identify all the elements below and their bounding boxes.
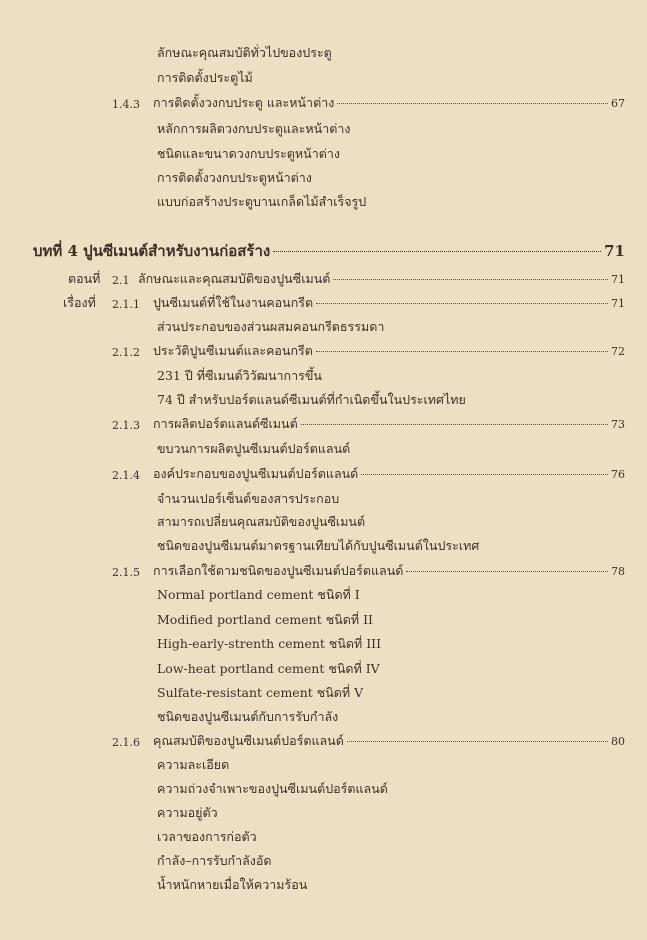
toc-subitem: High-early-strenth cement ชนิดที่ III	[157, 636, 382, 651]
dot-leader	[273, 251, 601, 252]
toc-subitem: 231 ปี ที่ซีเมนต์วิวัฒนาการขึ้น	[157, 368, 322, 383]
toc-subitem: ความถ่วงจำเพาะของปูนซีเมนต์ปอร์ตแลนด์	[157, 781, 388, 796]
toc-entry-2-1-3	[153, 416, 625, 433]
section-number: 2.1	[112, 274, 130, 287]
toc-subitem: การติดตั้งวงกบประตูหน้าต่าง	[157, 170, 312, 185]
toc-entry-2-1-4	[153, 466, 625, 483]
dot-leader	[333, 279, 608, 280]
toc-entry-label: องค์ประกอบของปูนซีเมนต์ปอร์ตแลนด์	[153, 466, 359, 481]
toc-subitem: หลักการผลิตวงกบประตูและหน้าต่าง	[157, 121, 351, 136]
toc-entry-2-1-5	[153, 563, 625, 580]
section-number: 2.1.5	[112, 566, 140, 579]
toc-entry-2-1-1	[153, 295, 625, 312]
section-number: 2.1.1	[112, 298, 140, 311]
toc-subitem: เวลาของการก่อตัว	[157, 829, 257, 844]
topic-prefix: เรื่องที่	[63, 295, 96, 310]
toc-subitem: Normal portland cement ชนิดที่ I	[157, 587, 360, 602]
dot-leader	[347, 741, 608, 742]
section-number: 2.1.3	[112, 419, 140, 432]
toc-subitem: ชนิดและขนาดวงกบประตูหน้าต่าง	[157, 146, 340, 161]
toc-subitem: น้ำหนักหายเมื่อให้ความร้อน	[157, 877, 308, 892]
page-number: 73	[611, 418, 625, 431]
page-number: 71	[611, 273, 625, 286]
chapter-heading	[33, 241, 625, 261]
section-number: 2.1.4	[112, 469, 140, 482]
dot-leader	[301, 424, 608, 425]
toc-subitem: ความอยู่ตัว	[157, 805, 218, 820]
page-number: 72	[611, 345, 625, 358]
page-number: 76	[611, 468, 625, 481]
toc-entry-label: การติดตั้งวงกบประตู และหน้าต่าง	[153, 95, 335, 110]
toc-subitem: ส่วนประกอบของส่วนผสมคอนกรีตธรรมดา	[157, 319, 385, 334]
chapter-page-number: 71	[604, 242, 625, 260]
toc-subitem: ความละเอียด	[157, 757, 230, 772]
dot-leader	[316, 303, 608, 304]
page-number: 78	[611, 565, 625, 578]
page-number: 80	[611, 735, 625, 748]
toc-subitem: สามารถเปลี่ยนคุณสมบัติของปูนซีเมนต์	[157, 514, 366, 529]
toc-entry-label: การเลือกใช้ตามชนิดของปูนซีเมนต์ปอร์ตแลนด์	[153, 563, 404, 578]
part-prefix: ตอนที่	[68, 271, 101, 286]
toc-subitem: กำลัง–การรับกำลังอัด	[157, 853, 272, 868]
toc-subitem: ชนิดของปูนซีเมนต์มาตรฐานเทียบได้กับปูนซีเมนต์ในประเทศ	[157, 538, 480, 553]
toc-entry-2-1-2	[153, 343, 625, 360]
toc-subitem: ขบวนการผลิตปูนซีเมนต์ปอร์ตแลนด์	[157, 441, 351, 456]
chapter-title: บทที่ 4 ปูนซีเมนต์สำหรับงานก่อสร้าง	[33, 242, 271, 260]
toc-entry-2-1-6	[153, 733, 625, 750]
toc-entry-label: คุณสมบัติของปูนซีเมนต์ปอร์ตแลนด์	[153, 733, 344, 748]
toc-subitem: ชนิดของปูนซีเมนต์กับการรับกำลัง	[157, 709, 339, 724]
toc-entry-label: ลักษณะและคุณสมบัติของปูนซีเมนต์	[138, 271, 331, 286]
section-number: 2.1.2	[112, 346, 140, 359]
toc-subitem: Sulfate-resistant cement ชนิดที่ V	[157, 685, 364, 700]
toc-entry-label: การผลิตปอร์ตแลนด์ซีเมนต์	[153, 416, 298, 431]
toc-subitem: 74 ปี สำหรับปอร์ตแลนด์ซีเมนต์ที่กำเนิดขึ้นในประเทศไทย	[157, 392, 466, 407]
toc-entry-label: ประวัติปูนซีเมนต์และคอนกรีต	[153, 343, 313, 358]
toc-subitem: จำนวนเปอร์เซ็นต์ของสารประกอบ	[157, 491, 340, 506]
section-number: 1.4.3	[112, 98, 140, 111]
toc-entry-2-1	[138, 271, 625, 288]
toc-subitem: แบบก่อสร้างประตูบานเกล็ดไม้สำเร็จรูป	[157, 194, 367, 209]
dot-leader	[406, 571, 608, 572]
dot-leader	[316, 351, 608, 352]
toc-subitem: การติดตั้งประตูไม้	[157, 70, 253, 85]
dot-leader	[337, 103, 608, 104]
toc-subitem: Modified portland cement ชนิดที่ II	[157, 612, 373, 627]
toc-entry-label: ปูนซีเมนต์ที่ใช้ในงานคอนกรีต	[153, 295, 314, 310]
page-number: 71	[611, 297, 625, 310]
page-number: 67	[611, 97, 625, 110]
toc-subitem: Low-heat portland cement ชนิดที่ IV	[157, 661, 380, 676]
toc-entry-1-4-3	[153, 95, 625, 112]
section-number: 2.1.6	[112, 736, 140, 749]
dot-leader	[361, 474, 608, 475]
toc-subitem: ลักษณะคุณสมบัติทั่วไปของประตู	[157, 45, 332, 60]
